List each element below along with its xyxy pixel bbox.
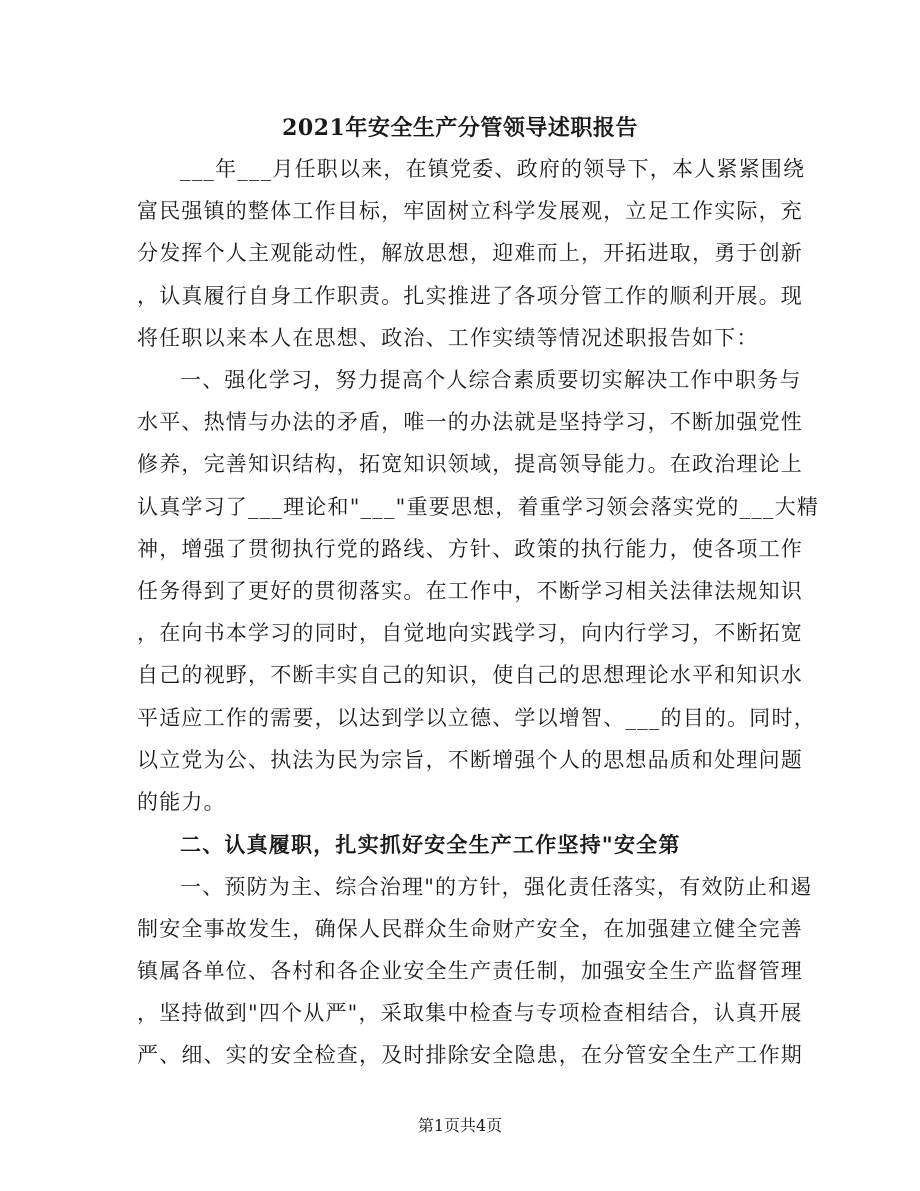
- body-line: 神，增强了贯彻执行党的路线、方针、政策的执行能力，使各项工作: [137, 537, 803, 561]
- page-indicator: 第1页共4页: [417, 1116, 503, 1135]
- body-line: 制安全事故发生，确保人民群众生命财产安全，在加强建立健全完善: [137, 917, 803, 941]
- body-line: 镇属各单位、各村和各企业安全生产责任制，加强安全生产监督管理: [137, 959, 803, 983]
- body-line: 任务得到了更好的贯彻落实。在工作中，不断学习相关法律法规知识: [137, 579, 803, 603]
- body-line: ，认真履行自身工作职责。扎实推进了各项分管工作的顺利开展。现: [137, 284, 803, 308]
- body-line: 一、强化学习，努力提高个人综合素质要切实解决工作中职务与: [180, 368, 802, 392]
- body-line: 一、预防为主、综合治理"的方针，强化责任落实，有效防止和遏: [180, 875, 813, 899]
- body-line: ，坚持做到"四个从严"，采取集中检查与专项检查相结合，认真开展: [137, 1001, 803, 1025]
- body-line: 富民强镇的整体工作目标，牢固树立科学发展观，立足工作实际，充: [137, 199, 803, 223]
- body-line: 平适应工作的需要，以达到学以立德、学以增智、___的目的。同时，: [137, 706, 816, 730]
- body-line: 水平、热情与办法的矛盾，唯一的办法就是坚持学习，不断加强党性: [137, 410, 803, 434]
- body-line: ，在向书本学习的同时，自觉地向实践学习，向内行学习，不断拓宽: [137, 621, 803, 645]
- document-title: 2021年安全生产分管领导述职报告: [282, 115, 638, 141]
- body-line: 将任职以来本人在思想、政治、工作实绩等情况述职报告如下：: [137, 326, 759, 350]
- body-line: 的能力。: [137, 790, 226, 814]
- body-line: ___年___月任职以来，在镇党委、政府的领导下，本人紧紧围绕: [180, 157, 806, 181]
- body-line: 以立党为公、执法为民为宗旨，不断增强个人的思想品质和处理问题: [137, 748, 803, 772]
- section-heading: 二、认真履职，扎实抓好安全生产工作坚持"安全第: [180, 832, 681, 857]
- body-line: 自己的视野，不断丰实自己的知识，使自己的思想理论水平和知识水: [137, 663, 803, 687]
- body-line: 认真学习了___理论和"___"重要思想，着重学习领会落实党的___大精: [137, 495, 820, 519]
- body-line: 修养，完善知识结构，拓宽知识领域，提高领导能力。在政治理论上: [137, 452, 803, 476]
- body-line: 严、细、实的安全检查，及时排除安全隐患，在分管安全生产工作期: [137, 1043, 803, 1067]
- body-line: 分发挥个人主观能动性，解放思想，迎难而上，开拓进取，勇于创新: [137, 241, 803, 265]
